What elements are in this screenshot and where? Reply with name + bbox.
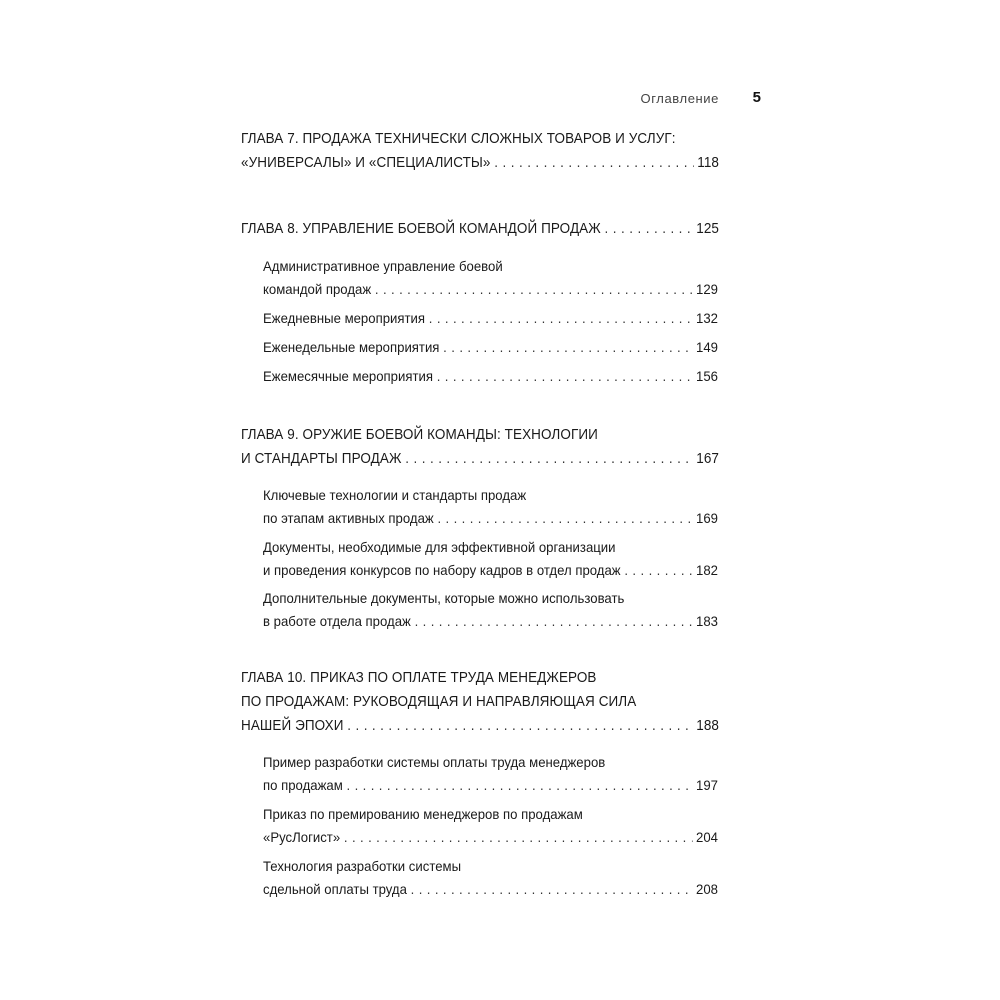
page-number: 5 [752, 89, 761, 106]
toc-entry-title: Документы, необходимые для эффективной организации [263, 539, 616, 555]
toc-entry-title: Технология разработки системы [263, 858, 462, 874]
dot-leader [405, 451, 692, 467]
toc-entry-title: Ключевые технологии и стандарты продаж [263, 487, 527, 503]
dot-leader [344, 829, 692, 845]
toc-entry-title-line [263, 858, 705, 880]
dot-leader [347, 718, 692, 734]
toc-page-number: 188 [696, 718, 720, 734]
toc-page-number: 156 [696, 368, 718, 384]
toc-page-number: 125 [696, 221, 720, 237]
toc-entry-last-line [263, 829, 718, 851]
dot-leader [437, 510, 692, 526]
toc-entry-last-line [263, 777, 718, 799]
toc-page-number: 167 [696, 451, 720, 467]
toc-page-number: 183 [696, 613, 718, 629]
toc-entry-title: Ежедневные мероприятия [263, 310, 426, 326]
toc-entry-title-line [241, 131, 712, 153]
toc-entry-last-line [241, 155, 719, 177]
dot-leader [415, 613, 693, 629]
toc-entry-title: по продажам [263, 777, 343, 793]
running-title: Оглавление [640, 91, 719, 106]
toc-page-number: 169 [696, 510, 718, 526]
toc-entry-title: ГЛАВА 8. УПРАВЛЕНИЕ БОЕВОЙ КОМАНДОЙ ПРОДАЖ [241, 221, 601, 237]
toc-entry-title-line [263, 487, 705, 509]
toc-entry-title: и проведения конкурсов по набору кадров в отдел продаж [263, 562, 621, 578]
toc-entry-title-line [263, 754, 705, 776]
toc-page-number: 204 [696, 829, 718, 845]
toc-page-number: 182 [696, 562, 718, 578]
dot-leader [347, 777, 693, 793]
toc-entry-title: Дополнительные документы, которые можно использовать [263, 590, 625, 606]
toc-entry-last-line [263, 368, 718, 390]
toc-page-number: 132 [696, 310, 718, 326]
toc-entry-title-line [241, 427, 712, 449]
toc-entry-title: ГЛАВА 9. ОРУЖИЕ БОЕВОЙ КОМАНДЫ: ТЕХНОЛОГИИ [241, 427, 598, 443]
dot-leader [411, 881, 693, 897]
toc-page-number: 208 [696, 881, 718, 897]
toc-entry-title-line [241, 694, 712, 716]
toc-entry-last-line [263, 613, 718, 635]
toc-entry-title: «УНИВЕРСАЛЫ» И «СПЕЦИАЛИСТЫ» [241, 155, 491, 171]
toc-entry-title: Административное управление боевой [263, 258, 503, 274]
toc-entry-title: Приказ по премированию менеджеров по продажам [263, 806, 583, 822]
toc-entry-last-line [263, 881, 718, 903]
toc-page-number: 129 [696, 281, 718, 297]
toc-entry-title-line [263, 539, 705, 561]
toc-page-number: 149 [696, 339, 718, 355]
toc-entry-title: в работе отдела продаж [263, 613, 411, 629]
toc-entry-title: командой продаж [263, 281, 372, 297]
toc-entry-last-line [263, 510, 718, 532]
dot-leader [605, 221, 693, 237]
toc-entry-last-line [241, 718, 719, 740]
toc-entry-title: ПО ПРОДАЖАМ: РУКОВОДЯЩАЯ И НАПРАВЛЯЮЩАЯ СИЛА [241, 694, 637, 710]
toc-entry-title-line [263, 806, 705, 828]
toc-entry-title: Ежемесячные мероприятия [263, 368, 433, 384]
toc-entry-last-line [263, 281, 718, 303]
dot-leader [624, 562, 692, 578]
toc-entry-title: по этапам активных продаж [263, 510, 434, 526]
toc-entry-last-line [263, 310, 718, 332]
toc-entry-last-line [263, 339, 718, 361]
toc-entry-title-line [263, 590, 705, 612]
toc-page-number: 118 [697, 155, 720, 171]
dot-leader [443, 339, 692, 355]
toc-entry-title: И СТАНДАРТЫ ПРОДАЖ [241, 451, 402, 467]
toc-entry-title: ГЛАВА 7. ПРОДАЖА ТЕХНИЧЕСКИ СЛОЖНЫХ ТОВАРОВ И УСЛУГ: [241, 131, 676, 147]
dot-leader [375, 281, 692, 297]
toc-entry-last-line [263, 562, 718, 584]
toc-entry-title: НАШЕЙ ЭПОХИ [241, 718, 344, 734]
dot-leader [494, 155, 693, 171]
toc-entry-title: «РусЛогист» [263, 829, 341, 845]
toc-entry-last-line [241, 451, 719, 473]
toc-entry-title: сдельной оплаты труда [263, 881, 407, 897]
toc-entry-title-line [241, 670, 712, 692]
toc-entry-last-line [241, 221, 719, 243]
toc-entry-title: Пример разработки системы оплаты труда менеджеров [263, 754, 606, 770]
dot-leader [437, 368, 693, 384]
toc-page-number: 197 [696, 777, 718, 793]
toc-entry-title: Еженедельные мероприятия [263, 339, 440, 355]
toc-entry-title-line [263, 258, 705, 280]
toc-entry-title: ГЛАВА 10. ПРИКАЗ ПО ОПЛАТЕ ТРУДА МЕНЕДЖЕРОВ [241, 670, 597, 686]
dot-leader [429, 310, 692, 326]
